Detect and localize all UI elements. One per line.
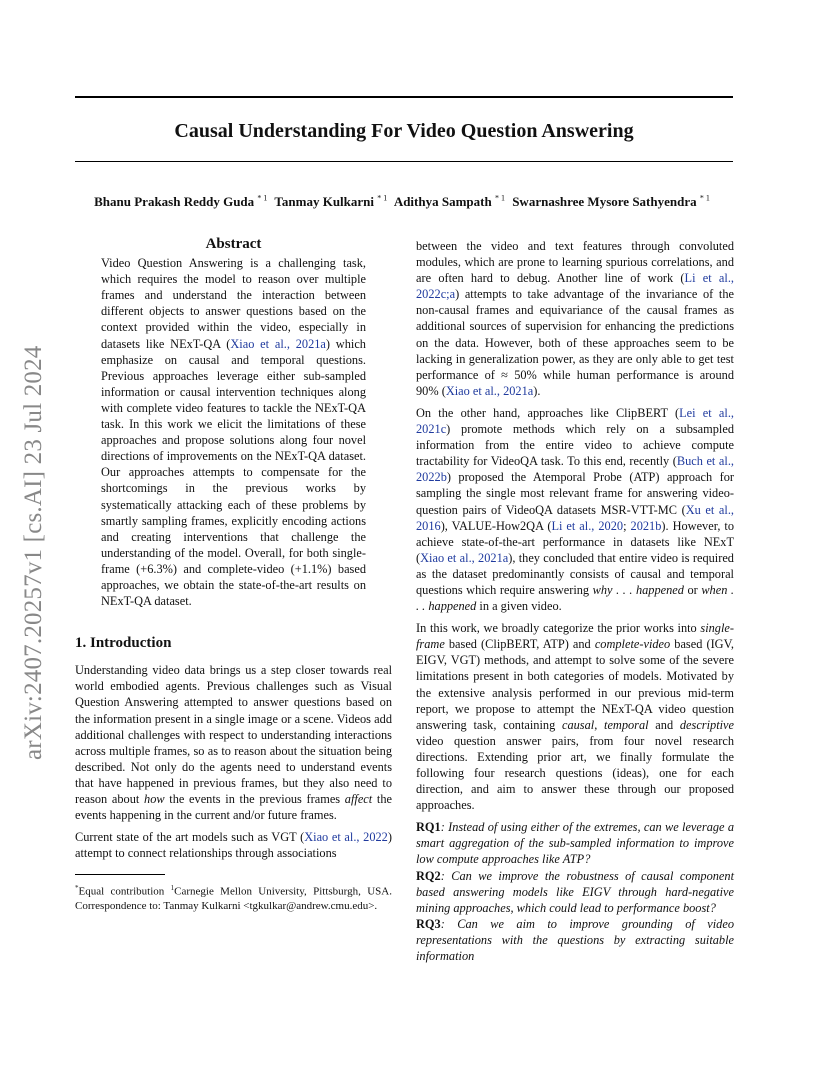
intro-paragraph-1: Understanding video data brings us a step closer towards real world embodied agents. Previous challenges such as Visual Question Answering attempted to answer questions based on the information present in a single image or a scene. Videos add additional challenges with respect to understanding interactions across multiple frames, so as to reason about the situation being described. Not only do the agents need to understand events that have happened in previous frames, but they also need to reason about how the events in the previous frames affect the events happening in the current and/or future frames. [75, 663, 392, 823]
right-column [416, 238, 734, 964]
right-paragraph-3: In this work, we broadly categorize the prior works into single-frame based (ClipBERT, ATP) and complete-video based (IGV, EIGV, VGT) methods, and attempt to solve some of the severe limitations present in both categories of models. Motivated by the extensive analysis performed in our previous mid-term report, we propose to attempt the NExT-QA video question answering task, containing causal, temporal and descriptive video question answer pairs, from four novel research directions. Extending prior art, we finally formulate the following four research questions (ideas), one for each direction, and aim to answer these through our proposed approaches. [416, 621, 735, 813]
author-1: Bhanu Prakash Reddy Guda $^{* 1}$ [94, 194, 268, 210]
author-2: Tanmay Kulkarni $^{* 1}$ [274, 194, 388, 210]
title-bottom-rule [75, 161, 733, 162]
citation-link[interactable]: Buch et al., 2022b [416, 454, 734, 485]
footnote-rule [75, 874, 165, 875]
footnote: *Equal contribution $^1$Carnegie Mellon University, Pittsburgh, USA. Correspondence to: Tanmay Kulkarni <tgkulkar@andrew.cmu.edu>. [75, 884, 392, 913]
right-paragraph-1: between the video and text features through convoluted modules, which are prone to learning spurious correlations, and are often hard to debug. Another line of work (Li et al., 2022c;a) attempts to take advantage of the invariance of the non-causal frames and equivariance of the causal frames as additional sources of supervision for enhancing the predictions on the data. However, both of these approaches seem to be lacking in generalization power, as they are only able to get test performance of ≈ 50% while human performance is around 90% (Xiao et al., 2021a). [416, 239, 734, 398]
section-heading-introduction: 1. Introduction [75, 635, 172, 652]
citation-link[interactable]: Xiao et al., 2022 [304, 830, 388, 845]
research-question-3: RQ3: Can we aim to improve grounding of video representations with the questions by extracting suitable information [416, 916, 734, 964]
citation-link[interactable]: Li et al., 2020 [551, 518, 624, 533]
citation-link[interactable]: Li et al., 2022c;a [416, 271, 734, 302]
arxiv-stamp: arXiv:2407.20257v1 [cs.AI] 23 Jul 2024 [20, 345, 47, 760]
citation-link[interactable]: Xiao et al., 2021a [230, 336, 326, 351]
top-rule [75, 96, 733, 98]
author-4: Swarnashree Mysore Sathyendra $^{* 1}$ [512, 194, 710, 210]
intro-paragraph-2: Current state of the art models such as VGT (Xiao et al., 2022) attempt to connect relationships through associations [75, 830, 392, 861]
research-question-2: RQ2: Can we improve the robustness of causal component based answering models like EIGV through hard-negative mining approaches, which could lead to performance boost? [416, 868, 734, 915]
abstract-text: Video Question Answering is a challenging task, which requires the model to reason over multiple frames and understand the interaction between different objects to answer questions based on the context provided within the video, especially in datasets like NExT-QA (Xiao et al., 2021a) which emphasize on causal and temporal questions. Previous approaches leverage either sub-sampled information or causal intervention techniques along with complete video features to tackle the NExT-QA task. In this work we elicit the limitations of these approaches and propose solutions along four novel directions of improvements on the NExT-QA dataset. Our approaches attempts to compensate for the shortcomings in the previous works by systematically attacking each of these problems by smartly sampling frames, explicitly encoding actions and creating interventions that challenge the understanding of the model. Overall, for both single-frame (+6.3%) and complete-video (+1.1%) based approaches, we obtain the state-of-the-art results on NExT-QA dataset. [101, 256, 366, 609]
citation-link[interactable]: 2021b [630, 518, 662, 533]
citation-link[interactable]: Xiao et al., 2021a [420, 550, 509, 565]
author-3: Adithya Sampath $^{* 1}$ [393, 194, 505, 210]
abstract-heading: Abstract [205, 236, 262, 252]
left-column [75, 236, 392, 913]
paper-title: Causal Understanding For Video Question Answering [174, 120, 634, 142]
citation-link[interactable]: Xiao et al., 2021a [445, 383, 534, 398]
research-question-1: RQ1: Instead of using either of the extremes, can we leverage a smart aggregation of the sub-sampled information to improve low compute approaches like ATP? [416, 820, 734, 867]
citation-link[interactable]: Lei et al., 2021c [416, 405, 734, 437]
author-list [75, 190, 733, 211]
right-paragraph-2: On the other hand, approaches like ClipBERT (Lei et al., 2021c) promote methods which rely on a subsampled information from the entire video to achieve compute tractability for VideoQA task. To this end, recently (Buch et al., 2022b) proposed the Atemporal Probe (ATP) approach for sampling the single most relevant frame for answering video-question pairs of VideoQA datasets MSR-VTT-MC (Xu et al., 2016), VALUE-How2QA (Li et al., 2020; 2021b). However, to achieve state-of-the-art performance in datasets like NExT (Xiao et al., 2021a), they concluded that entire video is required as the dataset predominantly consists of causal and temporal questions which require answering why . . . happened or when . . . happened in a given video. [416, 405, 735, 614]
citation-link[interactable]: Xu et al., 2016 [416, 502, 734, 533]
